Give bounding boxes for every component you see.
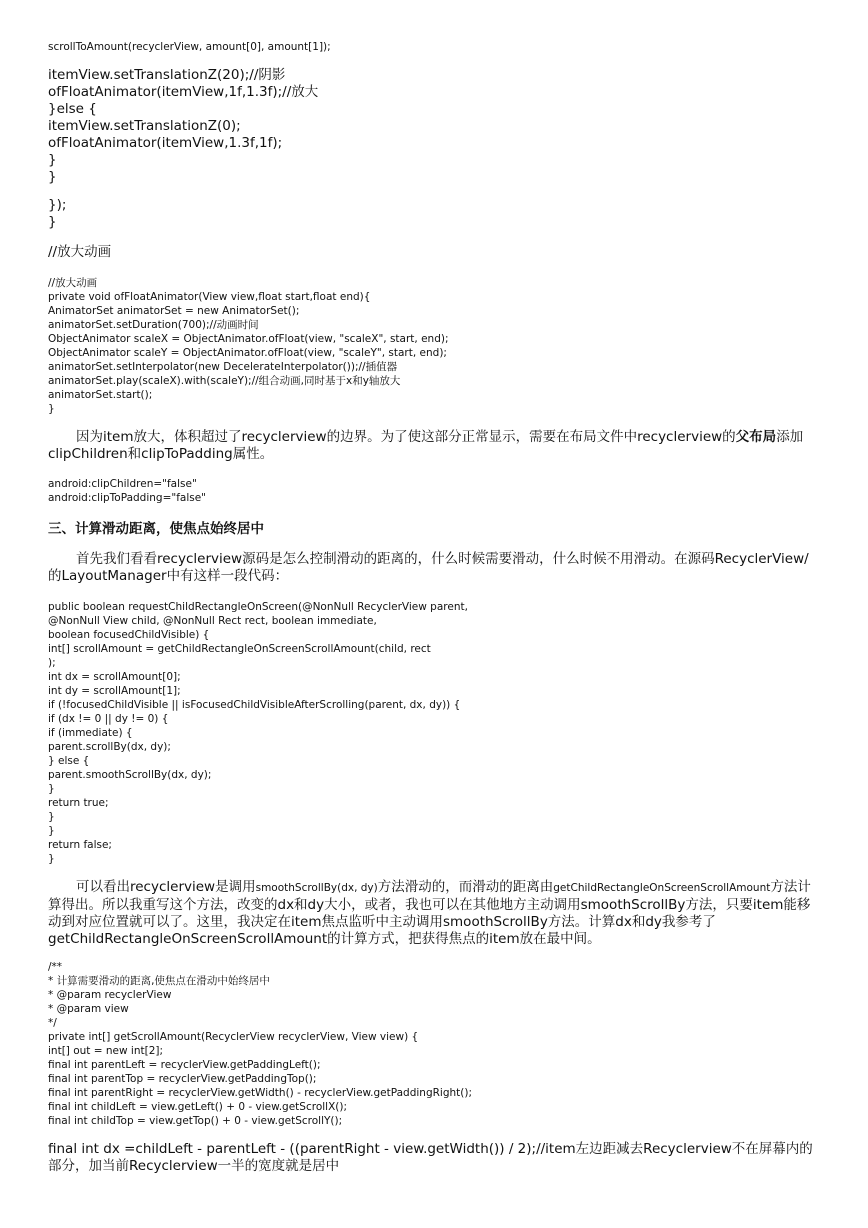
paragraph-inline-code: getChildRectangleOnScreenScrollAmount bbox=[553, 882, 771, 894]
code-line: }); bbox=[48, 197, 67, 213]
code-comment-zoom: //放大动画 bbox=[48, 244, 112, 260]
code-line: android:clipChildren="false" bbox=[48, 478, 197, 490]
code-block-animator bbox=[48, 276, 449, 416]
paragraph-text: 添加clipChildren和clipToPadding属性。 bbox=[48, 429, 804, 462]
code-block-xml-attrs bbox=[48, 477, 206, 505]
code-line: if (immediate) { bbox=[48, 727, 133, 739]
code-line: private int[] getScrollAmount(RecyclerView recyclerView, View view) { bbox=[48, 1031, 419, 1043]
code-line: final int parentTop = recyclerView.getPaddingTop(); bbox=[48, 1073, 317, 1085]
paragraph-clip bbox=[48, 429, 820, 463]
code-line: * @param recyclerView bbox=[48, 989, 172, 1001]
code-line: int dx = scrollAmount[0]; bbox=[48, 671, 181, 683]
paragraph-text: 可以看出recyclerview是调用 bbox=[76, 879, 256, 895]
code-line: animatorSet.play(scaleX).with(scaleY);//组合动画,同时基于x和y轴放大 bbox=[48, 375, 401, 387]
code-line: @NonNull View child, @NonNull Rect rect, boolean immediate, bbox=[48, 615, 377, 627]
paragraph-text: 方法滑动的，而滑动的距离由 bbox=[377, 879, 554, 895]
code-line: ObjectAnimator scaleX = ObjectAnimator.ofFloat(view, "scaleX", start, end); bbox=[48, 333, 449, 345]
code-block-request-child-rect bbox=[48, 600, 468, 866]
code-line: //放大动画 bbox=[48, 277, 98, 289]
section-heading: 三、计算滑动距离，使焦点始终居中 bbox=[48, 521, 264, 537]
paragraph-source-intro: 首先我们看看recyclerview源码是怎么控制滑动的距离的，什么时候需要滑动，什么时候不用滑动。在源码RecyclerView/的LayoutManager中有这样一段代码： bbox=[48, 551, 809, 584]
code-line: boolean focusedChildVisible) { bbox=[48, 629, 210, 641]
code-line: int dy = scrollAmount[1]; bbox=[48, 685, 181, 697]
code-line: animatorSet.start(); bbox=[48, 389, 153, 401]
code-line: if (dx != 0 || dy != 0) { bbox=[48, 713, 169, 725]
code-line: parent.smoothScrollBy(dx, dy); bbox=[48, 769, 212, 781]
paragraph-text: 方法计算得出。所以我重写这个方法，改变的dx和dy大小，或者，我也可以在其他地方主动调用smoothScrollBy方法，只要item能移动到对应位置就可以了。这里，我决定在item焦点监听中主动调用smoothScrollBy方法。计算dx和dy我参考了getChildRectangleOnScreenScrollAmount的计算方式，把获得焦点的item放在最中间。 bbox=[48, 879, 811, 947]
code-line: itemView.setTranslationZ(20);//阴影 bbox=[48, 67, 286, 83]
code-line: } bbox=[48, 214, 57, 230]
code-block-get-scroll-amount bbox=[48, 960, 472, 1128]
code-line: } bbox=[48, 853, 55, 865]
code-line: } bbox=[48, 811, 55, 823]
code-line: ); bbox=[48, 657, 56, 669]
code-line: } bbox=[48, 783, 55, 795]
code-line: animatorSet.setInterpolator(new DecelerateInterpolator());//插值器 bbox=[48, 361, 398, 373]
paragraph-inline-code: smoothScrollBy(dx, dy) bbox=[255, 882, 378, 894]
code-line: */ bbox=[48, 1017, 57, 1029]
paragraph-scroll-explain bbox=[48, 879, 820, 948]
code-line: return true; bbox=[48, 797, 109, 809]
code-block-focus-change bbox=[48, 67, 318, 186]
code-line: final int parentRight = recyclerView.getWidth() - recyclerView.getPaddingRight(); bbox=[48, 1087, 472, 1099]
code-line: } bbox=[48, 169, 57, 185]
code-line: private void ofFloatAnimator(View view,float start,float end){ bbox=[48, 291, 371, 303]
code-line: AnimatorSet animatorSet = new AnimatorSet(); bbox=[48, 305, 300, 317]
code-line: } bbox=[48, 152, 57, 168]
code-line: public boolean requestChildRectangleOnScreen(@NonNull RecyclerView parent, bbox=[48, 601, 468, 613]
code-line: }else { bbox=[48, 101, 97, 117]
code-line: int[] scrollAmount = getChildRectangleOnScreenScrollAmount(child, rect bbox=[48, 643, 431, 655]
code-line: } bbox=[48, 825, 55, 837]
code-line: ofFloatAnimator(itemView,1.3f,1f); bbox=[48, 135, 283, 151]
code-line: if (!focusedChildVisible || isFocusedChildVisibleAfterScrolling(parent, dx, dy)) { bbox=[48, 699, 461, 711]
code-line: animatorSet.setDuration(700);//动画时间 bbox=[48, 319, 259, 331]
code-line: final int childLeft = view.getLeft() + 0 - view.getScrollX(); bbox=[48, 1101, 347, 1113]
code-block-closing bbox=[48, 197, 66, 231]
code-line: int[] out = new int[2]; bbox=[48, 1045, 164, 1057]
code-line: android:clipToPadding="false" bbox=[48, 492, 207, 504]
code-line: itemView.setTranslationZ(0); bbox=[48, 118, 241, 134]
code-line: * 计算需要滑动的距离,使焦点在滑动中始终居中 bbox=[48, 975, 270, 987]
code-line: ofFloatAnimator(itemView,1f,1.3f);//放大 bbox=[48, 84, 319, 100]
code-line: return false; bbox=[48, 839, 112, 851]
code-line: final int childTop = view.getTop() + 0 - view.getScrollY(); bbox=[48, 1115, 343, 1127]
code-line: /** bbox=[48, 961, 63, 973]
paragraph-text: 因为item放大，体积超过了recyclerview的边界。为了使这部分正常显示，需要在布局文件中recyclerview的 bbox=[76, 429, 736, 445]
code-line: parent.scrollBy(dx, dy); bbox=[48, 741, 171, 753]
paragraph-bold-text: 父布局 bbox=[735, 429, 777, 445]
paragraph-dx-formula: final int dx =childLeft - parentLeft - ((parentRight - view.getWidth()) / 2);//item左边距减去Recyclerview不在屏幕内的部分，加当前Recyclerview一半的宽度就是居中 bbox=[48, 1141, 813, 1174]
code-line: scrollToAmount(recyclerView, amount[0], amount[1]); bbox=[48, 41, 331, 53]
code-line: ObjectAnimator scaleY = ObjectAnimator.ofFloat(view, "scaleY", start, end); bbox=[48, 347, 447, 359]
code-line: } bbox=[48, 403, 55, 415]
code-line: * @param view bbox=[48, 1003, 129, 1015]
code-line: final int parentLeft = recyclerView.getPaddingLeft(); bbox=[48, 1059, 321, 1071]
code-line: } else { bbox=[48, 755, 90, 767]
